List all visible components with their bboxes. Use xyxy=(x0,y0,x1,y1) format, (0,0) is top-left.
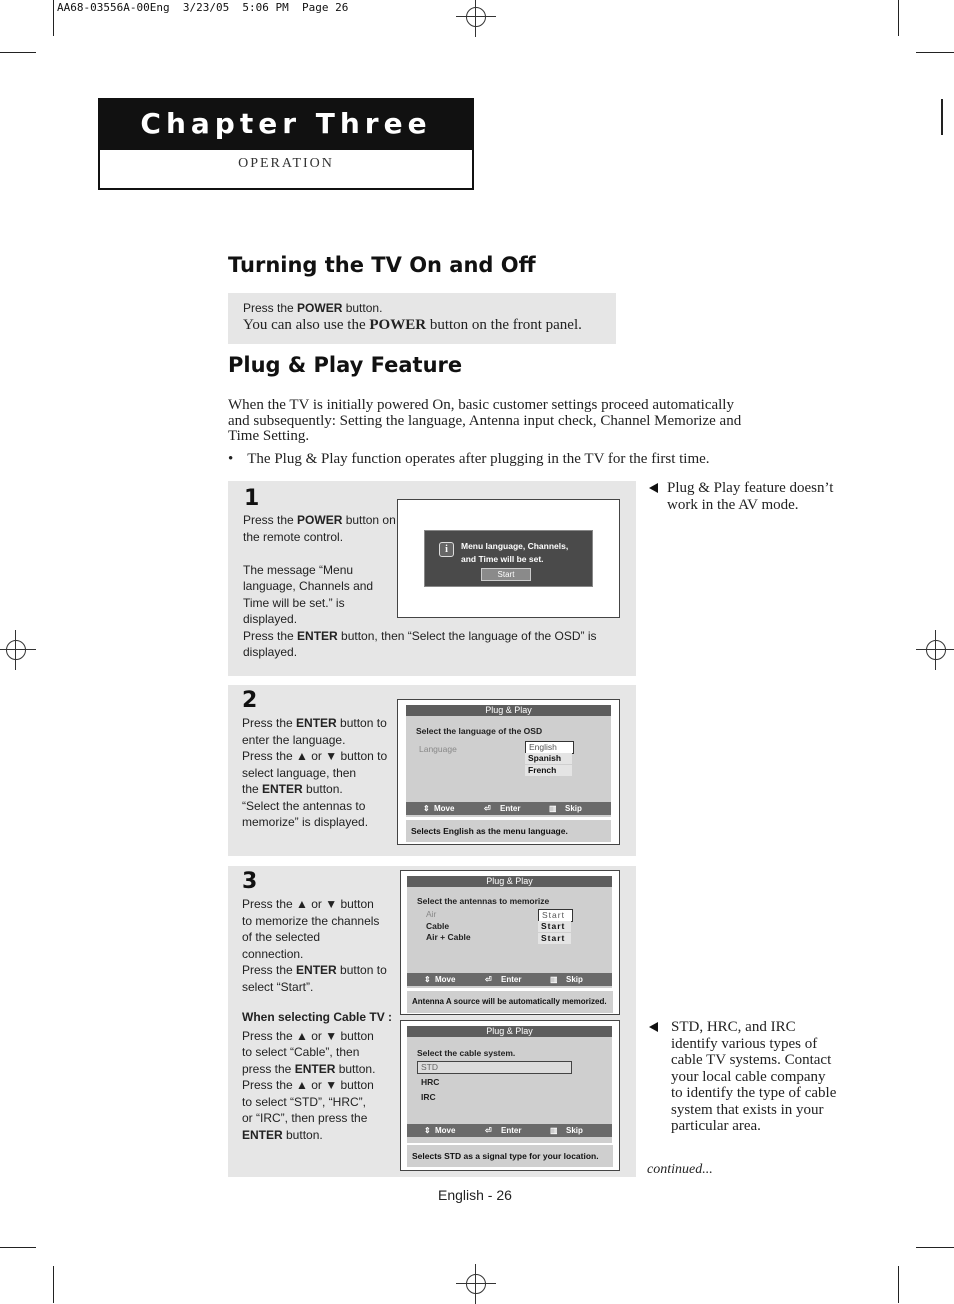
tv-screen-2 xyxy=(397,699,620,845)
intro-line: and subsequently: Setting the language, Antenna input check, Channel Memorize and xyxy=(228,412,742,429)
osd-title: Plug & Play xyxy=(486,1026,533,1036)
power-instruction-box xyxy=(228,293,616,344)
crop-mark xyxy=(898,0,899,36)
crop-mark xyxy=(0,52,36,53)
antenna-option[interactable]: Air xyxy=(426,909,437,919)
footer-enter: Enter xyxy=(501,975,522,984)
osd-caption: Antenna A source will be automatically memorized. xyxy=(407,991,613,1013)
enter-icon: ⏎ xyxy=(484,804,491,813)
language-option[interactable]: English xyxy=(525,741,574,754)
osd-prompt: Select the language of the OSD xyxy=(416,726,543,736)
osd-message-window xyxy=(424,530,593,587)
osd-menu xyxy=(406,705,611,817)
skip-icon: ▥ xyxy=(549,804,557,813)
osd-start-button[interactable]: Start xyxy=(481,568,531,581)
osd-footer xyxy=(406,802,611,815)
registration-mark xyxy=(456,1264,496,1304)
crop-mark xyxy=(941,99,943,135)
bullet-item: • The Plug & Play function operates after plugging in the TV for the first time. xyxy=(228,451,710,467)
move-icon: ⇕ xyxy=(424,1126,431,1135)
power-line-2: You can also use the POWER button on the front panel. xyxy=(243,317,582,333)
section-heading-plug-play: Plug & Play Feature xyxy=(228,353,463,377)
step-number: 1 xyxy=(244,486,260,511)
intro-paragraph xyxy=(228,398,828,445)
step-3-text: Press the ▲ or ▼ button to memorize the channels of the selected connection. Press the ENTER button to select “Start”. When selecting Cable TV : Press the ▲ or ▼ button to select “Cable”, then press the ENTER button. Press the ▲ or ▼ button to select “STD”, “HRC”, or “IRC”, then press the ENTER button. xyxy=(242,897,393,1142)
cable-system-option[interactable]: IRC xyxy=(421,1092,436,1102)
power-line-1: Press the POWER button. xyxy=(243,301,383,315)
start-option[interactable]: Start xyxy=(538,933,571,944)
info-icon: i xyxy=(439,542,454,557)
osd-prompt: Select the antennas to memorize xyxy=(417,896,550,906)
start-option[interactable]: Start xyxy=(538,921,571,932)
print-header: AA68-03556A-00Eng 3/23/05 5:06 PM Page 26 xyxy=(57,1,349,14)
step-2-text: Press the ENTER button to enter the language. Press the ▲ or ▼ button to select language, then the ENTER button. “Select the antennas to memorize” is displayed. xyxy=(242,716,388,829)
bullet-dot: • xyxy=(228,451,234,467)
registration-mark xyxy=(916,630,954,670)
chapter-header xyxy=(98,98,474,190)
antenna-option[interactable]: Air + Cable xyxy=(426,932,471,942)
footer-skip: Skip xyxy=(566,1126,583,1135)
intro-line: Time Setting. xyxy=(228,428,310,444)
tv-screen-3a xyxy=(400,870,620,1015)
osd-title: Plug & Play xyxy=(485,705,532,715)
step-1-panel xyxy=(228,481,636,676)
footer-enter: Enter xyxy=(500,804,521,813)
crop-mark xyxy=(916,1247,954,1248)
crop-mark xyxy=(916,52,954,53)
osd-message: Menu language, Channels, and Time will be set. xyxy=(461,541,569,564)
page-footer: English - 26 xyxy=(438,1187,512,1203)
tv-screen-3b xyxy=(400,1020,620,1171)
crop-mark xyxy=(53,1266,54,1303)
cable-system-option[interactable]: HRC xyxy=(421,1077,440,1087)
osd-menu xyxy=(407,1026,612,1143)
footer-move: Move xyxy=(435,975,456,984)
chapter-title: Chapter Three xyxy=(100,100,472,150)
start-option[interactable]: Start xyxy=(538,909,573,922)
footer-skip: Skip xyxy=(566,975,583,984)
osd-caption: Selects STD as a signal type for your location. xyxy=(407,1145,613,1167)
registration-mark xyxy=(0,630,36,670)
note-cable-systems: STD, HRC, and IRC identify various types of cable TV systems. Contact your local cable company to identify the type of cable system that exists in your particular area. xyxy=(671,1019,837,1134)
step-number: 3 xyxy=(242,869,258,894)
registration-mark xyxy=(456,0,496,37)
enter-icon: ⏎ xyxy=(485,975,492,984)
language-option[interactable]: French xyxy=(525,765,572,776)
chapter-subtitle: OPERATION xyxy=(238,156,334,171)
crop-mark xyxy=(898,1266,899,1303)
continued-note: continued... xyxy=(647,1162,713,1177)
antenna-option[interactable]: Cable xyxy=(426,921,450,931)
osd-label: Language xyxy=(419,744,457,754)
tv-screen-1 xyxy=(397,499,620,618)
skip-icon: ▥ xyxy=(550,1126,558,1135)
move-icon: ⇕ xyxy=(423,804,430,813)
osd-title: Plug & Play xyxy=(486,876,533,886)
step-number: 2 xyxy=(242,688,258,713)
step-1-text: Press the POWER button on the remote control. The message “Menu language, Channels and Time will be set.” is displayed. Press the ENTER button, then “Select the language of the OSD” is displayed. xyxy=(243,513,597,659)
crop-mark xyxy=(0,1247,36,1248)
osd-caption: Selects English as the menu language. xyxy=(406,820,611,842)
enter-icon: ⏎ xyxy=(485,1126,492,1135)
osd-prompt: Select the cable system. xyxy=(417,1048,516,1058)
cable-system-option[interactable]: STD xyxy=(417,1061,572,1074)
intro-line: When the TV is initially powered On, basic customer settings proceed automatically xyxy=(228,397,734,413)
footer-skip: Skip xyxy=(565,804,582,813)
osd-footer xyxy=(407,973,612,986)
note-arrow-icon xyxy=(649,483,658,493)
osd-menu xyxy=(407,876,612,988)
footer-move: Move xyxy=(434,804,455,813)
step-2-panel xyxy=(228,685,636,856)
footer-enter: Enter xyxy=(501,1126,522,1135)
osd-footer xyxy=(407,1124,612,1137)
footer-move: Move xyxy=(435,1126,456,1135)
move-icon: ⇕ xyxy=(424,975,431,984)
language-option[interactable]: Spanish xyxy=(525,753,572,764)
note-arrow-icon xyxy=(649,1022,658,1032)
note-av-mode: Plug & Play feature doesn’t work in the AV mode. xyxy=(667,480,834,513)
step-3-panel xyxy=(228,866,636,1177)
section-heading-power: Turning the TV On and Off xyxy=(228,253,536,277)
skip-icon: ▥ xyxy=(550,975,558,984)
crop-mark xyxy=(53,0,54,36)
